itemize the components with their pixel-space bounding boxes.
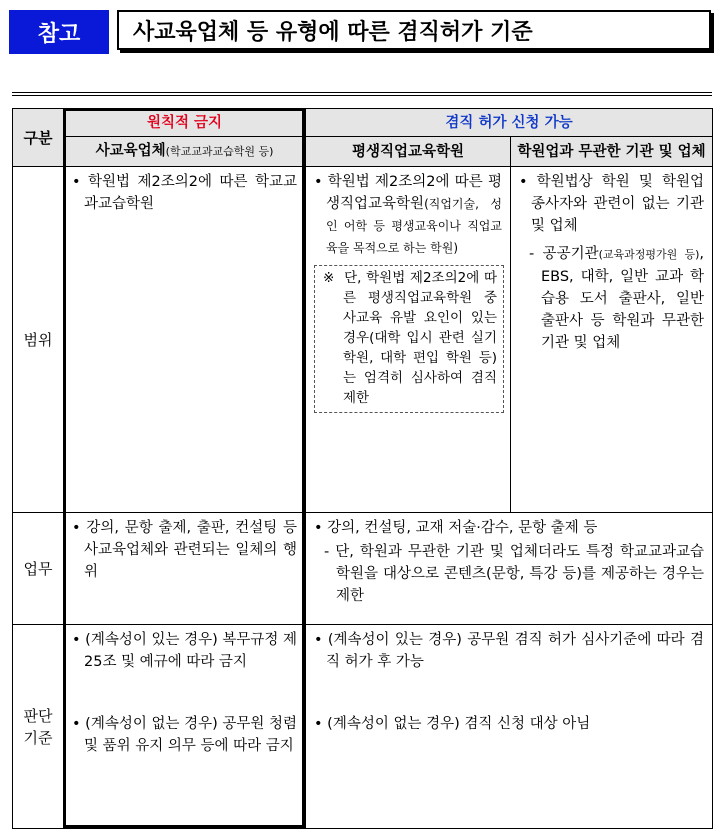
header-private-education: 사교육업체(학교교과교습학원 등) [64,137,306,167]
criteria-private-education [64,625,306,829]
row-label-scope: 범위 [13,167,64,513]
criteria-allowed-a: • (계속성이 있는 경우) 공무원 겸직 허가 심사기준에 따라 겸직 허가 후 가능 [314,632,705,670]
scope-lifelong-academy [306,167,511,513]
scope-private-education [64,167,306,513]
criteria-private-b: • (계속성이 없는 경우) 공무원 청렴 및 품위 유지 의무 등에 따라 금지 [72,716,298,754]
scope-lifelong-note: ※ 단, 학원법 제2조의2에 따른 평생직업교육학원 중 사교육 유발 요인이 있는 경우(대학 입시 관련 실기학원, 대학 편입 학원 등)는 엄격히 심사하여 겸직 제한 [314,265,504,413]
scope-unrelated-dash: - 공공기관(교육과정평가원 등), EBS, 대학, 일반 교과 학습용 도서 출판사, 일반 출판사 등 학원과 무관한 기관 및 업체 [529,246,705,351]
work-private-text: • 강의, 문항 출제, 출판, 컨설팅 등 사교육업체와 관련되는 일체의 행위 [72,520,297,580]
divider-top [12,92,712,93]
divider-top-double [12,95,712,96]
header-prohibited: 원칙적 금지 [64,109,306,137]
header-apply: 겸직 허가 신청 가능 [306,109,713,137]
scope-private-text: • 학원법 제2조의2에 따른 학교교과교습학원 [72,174,297,212]
criteria-private-a: • (계속성이 있는 경우) 복무규정 제25조 및 예규에 따라 금지 [72,632,298,670]
row-label-criteria: 판단 기준 [13,625,64,829]
page-title-text: 사교육업체 등 유형에 따른 겸직허가 기준 [133,19,533,45]
reference-tag: 참고 [9,10,109,54]
row-label-work: 업무 [13,513,64,625]
scope-lifelong-text: • 학원법 제2조의2에 따른 평생직업교육학원(직업기술, 성인 어학 등 평생교육이나 직업교육을 목적으로 하는 학원) [314,174,502,255]
work-allowed-text: • 강의, 컨설팅, 교재 저술·감수, 문항 출제 등 [314,520,598,536]
header-lifelong-academy: 평생직업교육학원 [306,137,511,167]
criteria-allowed [306,625,713,829]
header-unrelated-org: 학원업과 무관한 기관 및 업체 [511,137,713,167]
criteria-allowed-b: • (계속성이 없는 경우) 겸직 신청 대상 아님 [314,716,591,732]
work-allowed-dash: - 단, 학원과 무관한 기관 및 업체더라도 특정 학교교과교습학원을 대상으로 콘텐츠(문항, 특강 등)를 제공하는 경우는 제한 [324,544,705,604]
header-category: 구분 [13,109,64,167]
scope-unrelated-text: • 학원법상 학원 및 학원업 종사자와 관련이 없는 기관 및 업체 [519,174,705,234]
page-title [117,10,711,50]
work-allowed [306,513,713,625]
work-private-education [64,513,306,625]
criteria-table [12,108,712,829]
scope-unrelated-org [511,167,713,513]
